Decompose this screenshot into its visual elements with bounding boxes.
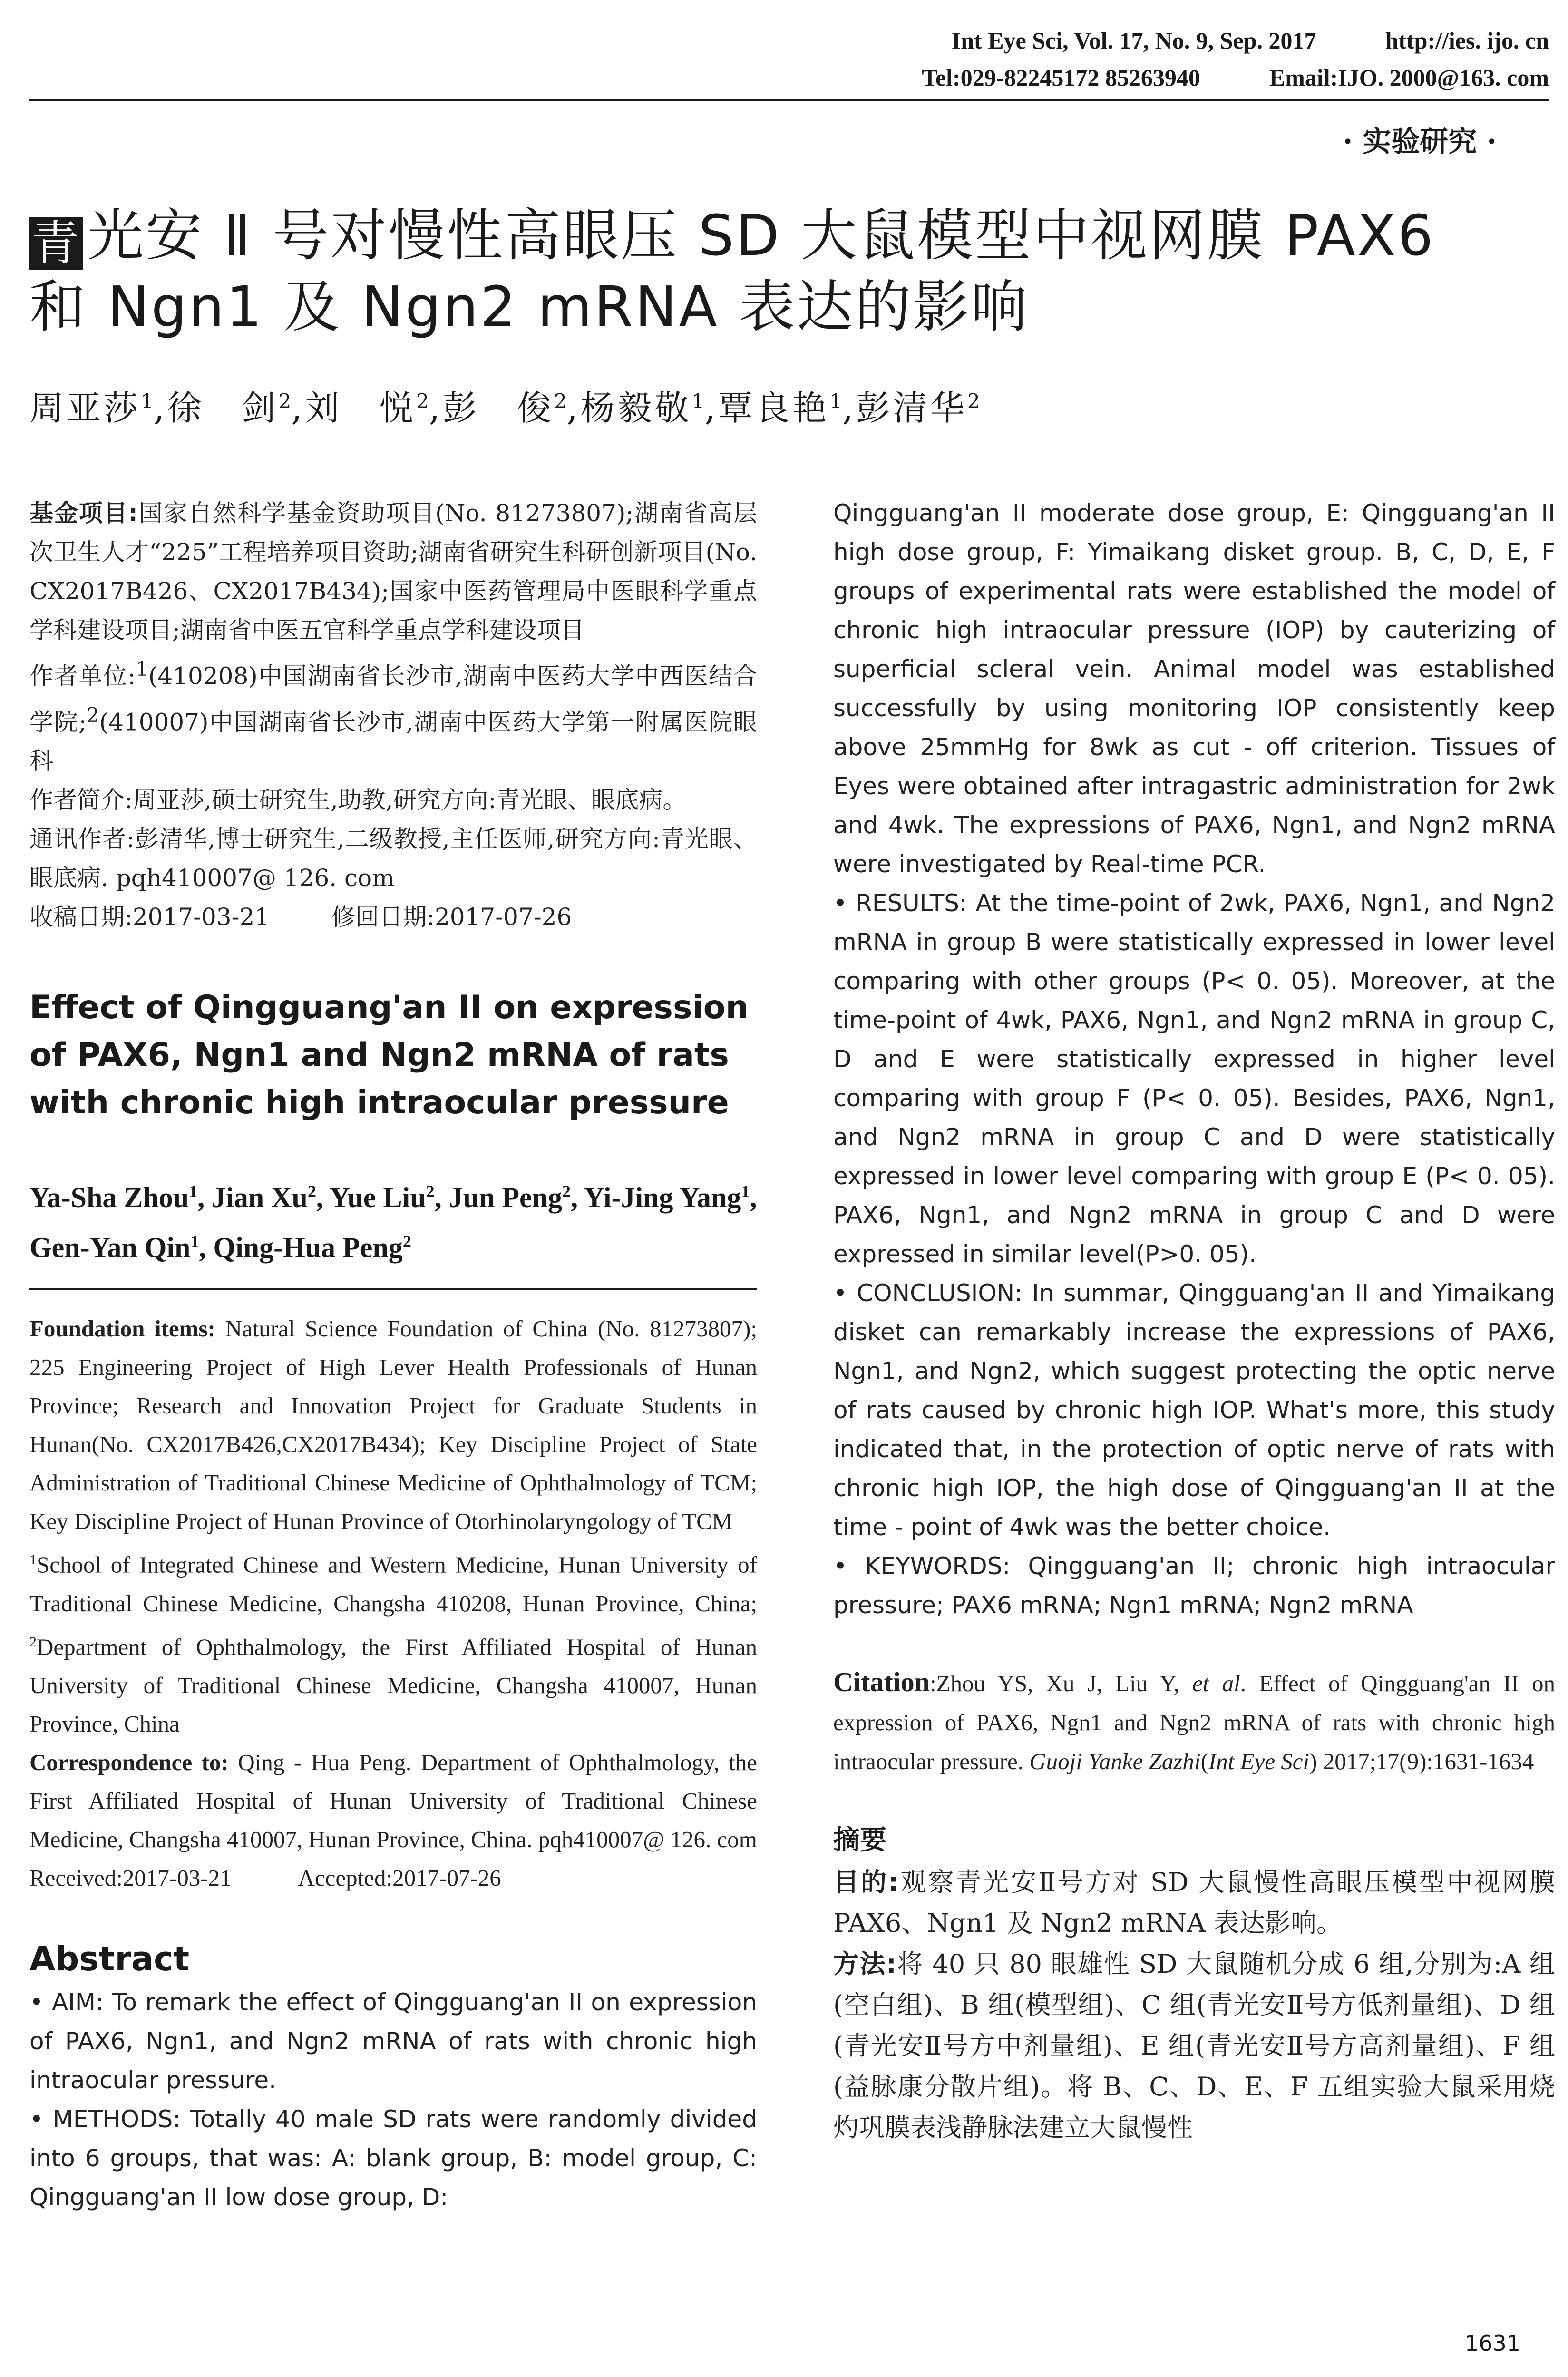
affiliation-label: 作者单位: [29,662,136,690]
abstract-results: • RESULTS: At the time-point of 2wk, PAX6, Ngn1, and Ngn2 mRNA in group B were statistically expressed in lower level comparing with other groups (P< 0. 05). Moreover, at the time-point of 4wk, PAX6, Ngn1, and Ngn2 mRNA in group C, D and E were statistically expressed in higher level comparing with group F (P< 0. 05). Besides, PAX6, Ngn1, and Ngn2 mRNA in group C and D were statistically expressed in lower level comparing with group E (P< 0. 05). PAX6, Ngn1, and Ngn2 mRNA in group C and D were expressed in similar level(P>0. 05). [833,889,1555,1268]
aim-label-cn: 目的: [833,1867,899,1897]
revised-date-cn: 修回日期:2017-07-26 [331,903,572,931]
authors-english: Ya-Sha Zhou$^1$, Jian Xu$^2$, Yue Liu$^2$, Jun Peng$^2$, Yi-Jing Yang$^1$, Gen-Yan Qin$^1$, Qing-Hua Peng$^2$ [29,1182,757,1264]
journal-email[interactable]: Email:IJO. 2000@163. com [1269,64,1549,91]
author-affil-sup: 1 [141,390,154,413]
corr-label: 通讯作者: [29,825,135,853]
received-date-en: Received:2017-03-21 [29,1864,232,1891]
affiliation-en-2: Department of Ophthalmology, the First Affiliated Hospital of Hunan University of Traditional Chinese Medicine, Changsha 410007, Hunan Province, China [29,1633,757,1737]
dates-en [29,1859,757,1897]
author-affil-sup: 2 [402,1232,411,1251]
author-cn: 徐 剑 [167,388,279,428]
funding-cn [29,494,757,650]
authors-chinese: 周亚莎$^1$,徐 剑$^2$,刘 悦$^2$,彭 俊$^2$,杨毅敬$^1$,覃良艳$^1$,彭清华$^2$ [29,388,980,428]
corr-text: 彭清华,博士研究生,二级教授,主任医师,研究方向:青光眼、眼底病. pqh410007@ 126. com [29,825,757,892]
affiliation-cn [29,650,757,780]
accepted-date-en: Accepted:2017-07-26 [298,1864,501,1891]
correspondence-text: Qing - Hua Peng. Department of Ophthalmology, the First Affiliated Hospital of Hunan University of Traditional Chinese Medicine, Changsha 410007, Hunan Province, China. pqh410007@ 126. com [29,1749,758,1852]
author-affil-sup: 2 [554,390,567,413]
english-metadata [29,1309,757,1897]
chinese-metadata [29,494,757,936]
author-affil-sup: 2 [426,1182,435,1201]
affiliation-2: (410007)中国湖南省长沙市,湖南中医药大学第一附属医院眼科 [29,708,757,775]
author-affil-sup: 2 [278,390,292,413]
citation-text-4: ) 2017;17(9):1631-1634 [1309,1748,1534,1774]
funding-label: 基金项目: [29,499,138,527]
affil-sup: 1 [29,1552,37,1568]
author-bio-cn [29,780,757,819]
journal-header [740,22,1549,96]
affil-sup: 2 [87,703,99,727]
affiliation-en-1: School of Integrated Chinese and Western Medicine, Hunan University of Traditional Chinese Medicine, Changsha 410208, Hunan Province, China; [29,1551,757,1617]
affil-sup: 2 [29,1634,37,1650]
citation-label: Citation [833,1666,930,1697]
abstract-methods-start: • METHODS: Totally 40 male SD rats were randomly divided into 6 groups, that was: A: blank group, B: model group, C: Qingguang'an II low dose group, D: [29,2105,757,2211]
citation-journal-en: Int Eye Sci [1208,1748,1310,1774]
affil-sup: 1 [136,657,148,681]
author-cn: 周亚莎 [29,388,141,428]
foundation-label: Foundation items: [29,1315,215,1342]
author-affil-sup: 2 [416,390,429,413]
correspondence-label: Correspondence to: [29,1749,229,1775]
aim-text-cn: 观察青光安Ⅱ号方对 SD 大鼠慢性高眼压模型中视网膜 PAX6、Ngn1 及 Ngn2 mRNA 表达影响。 [833,1867,1555,1938]
author-affil-sup: 2 [967,390,980,413]
funding-text: 国家自然科学基金资助项目(No. 81273807);湖南省高层次卫生人才“225”工程培养项目资助;湖南省研究生科研创新项目(No. CX2017B426、CX2017B434);国家中医药管理局中医眼科学重点学科建设项目;湖南省中医五官科学重点学科建设项目 [29,499,757,644]
abstract-chinese [833,1862,1555,2148]
dates-cn [29,897,757,936]
author-affil-sup: 2 [562,1182,571,1201]
author-cn: 彭清华 [856,388,967,428]
received-date-cn: 收稿日期:2017-03-21 [29,903,270,931]
abstract-aim: • AIM: To remark the effect of Qingguang'an II on expression of PAX6, Ngn1, and Ngn2 mRNA of rats with chronic high intraocular pressure. [29,1988,757,2094]
citation-text: :Zhou YS, Xu J, Liu Y, [930,1670,1193,1696]
title-first-char-mark: 青 [29,217,83,270]
author-affil-sup: 1 [189,1182,198,1201]
title-line-2: 和 Ngn1 及 Ngn2 mRNA 表达的影响 [29,274,1029,340]
affiliation-1: (410208)中国湖南省长沙市,湖南中医药大学中西医结合学院; [29,662,757,736]
citation-journal: Guoji Yanke Zazhi [1029,1748,1201,1774]
affiliation-en [29,1540,757,1743]
citation-text-2: . Effect of Qingguang'an II on expression of PAX6, Ngn1 and Ngn2 mRNA of rats with chronic high intraocular pressure. [833,1670,1555,1774]
journal-url[interactable]: http://ies. ijo. cn [1385,27,1549,54]
foundation-text: Natural Science Foundation of China (No. 81273807); 225 Engineering Project of High Lever Health Professionals of Hunan Province; Research and Innovation Project for Graduate Students in Hunan(No. CX2017B426,CX2017B434); Key Discipline Project of State Administration of Traditional Chinese Medicine of Ophthalmology of TCM; Key Discipline Project of Hunan Province of Otorhinolaryngology of TCM [29,1315,757,1535]
header-rule [29,99,1549,101]
title-english: Effect of Qingguang'an II on expression of PAX6, Ngn1 and Ngn2 mRNA of rats with chronic high intraocular pressure [29,989,749,1122]
author-en: Jian Xu [212,1182,308,1214]
abstract-right [833,494,1555,1625]
author-affil-sup: 1 [829,390,842,413]
author-affil-sup: 1 [741,1182,750,1201]
correspondence-en [29,1743,757,1859]
author-cn: 覃良艳 [718,388,830,428]
citation [833,1663,1555,1781]
abstract-heading-cn: 摘要 [833,1825,886,1856]
citation-text-3: ( [1200,1748,1208,1774]
author-affil-sup: 1 [190,1232,199,1251]
foundation-en [29,1309,757,1540]
author-en: Yue Liu [329,1182,426,1214]
authors-rule [29,1288,757,1290]
abstract-methods-cont: Qingguang'an II moderate dose group, E: Qingguang'an II high dose group, F: Yimaikang disket group. B, C, D, E, F groups of experimental rats were established the model of chronic high intraocular pressure (IOP) by cauterizing of superficial scleral vein. Animal model was established successfully by using monitoring IOP consistently keep above 25mmHg for 8wk as cut - off criterion. Tissues of Eyes were obtained after intragastric administration for 2wk and 4wk. The expressions of PAX6, Ngn1, and Ngn2 mRNA were investigated by Real-time PCR. [833,499,1555,878]
journal-tel: Tel:029-82245172 85263940 [922,64,1200,91]
bio-text: 周亚莎,硕士研究生,助教,研究方向:青光眼、眼底病。 [132,786,687,814]
author-en: Ya-Sha Zhou [29,1182,189,1214]
citation-etal: et al [1192,1670,1240,1696]
author-cn: 杨毅敬 [580,388,692,428]
author-en: Gen-Yan Qin [29,1232,191,1264]
left-column [29,494,757,2217]
methods-text-cn: 将 40 只 80 眼雄性 SD 大鼠随机分成 6 组,分别为:A 组(空白组)、B 组(模型组)、C 组(青光安Ⅱ号方低剂量组)、D 组(青光安Ⅱ号方中剂量组)、E 组(青光安Ⅱ号方高剂量组)、F 组(益脉康分散片组)。将 B、C、D、E、F 五组实验大鼠采用烧灼巩膜表浅静脉法建立大鼠慢性 [833,1949,1555,2143]
title-chinese [29,200,1551,342]
section-tag: · 实验研究 · [1343,125,1497,158]
abstract-heading: Abstract [29,1939,190,1978]
abstract-aim-cn [833,1862,1555,1944]
author-cn: 刘 悦 [305,388,417,428]
author-en: Jun Peng [448,1182,562,1214]
correspondence-cn [29,819,757,897]
author-affil-sup: 2 [307,1182,316,1201]
author-en: Yi-Jing Yang [584,1182,741,1214]
right-column [833,494,1555,2148]
journal-info: Int Eye Sci, Vol. 17, No. 9, Sep. 2017 [951,27,1316,54]
author-en: Qing-Hua Peng [213,1232,403,1264]
bio-label: 作者简介: [29,786,133,814]
author-cn: 彭 俊 [442,388,554,428]
abstract-keywords: • KEYWORDS: Qingguang'an II; chronic high intraocular pressure; PAX6 mRNA; Ngn1 mRNA; Ngn2 mRNA [833,1552,1555,1619]
title-line-1: 光安 Ⅱ 号对慢性高眼压 SD 大鼠模型中视网膜 PAX6 [88,203,1435,268]
abstract-left [29,1983,757,2217]
methods-label-cn: 方法: [833,1949,896,1979]
author-affil-sup: 1 [691,390,705,413]
page-number: 1631 [1464,2330,1520,2356]
abstract-methods-cn [833,1944,1555,2148]
abstract-conclusion: • CONCLUSION: In summar, Qingguang'an II and Yimaikang disket can remarkably increase the expressions of PAX6, Ngn1, and Ngn2, which suggest protecting the optic nerve of rats caused by chronic high IOP. What's more, this study indicated that, in the protection of optic nerve of rats with chronic high IOP, the high dose of Qingguang'an II at the time - point of 4wk was the better choice. [833,1279,1555,1541]
